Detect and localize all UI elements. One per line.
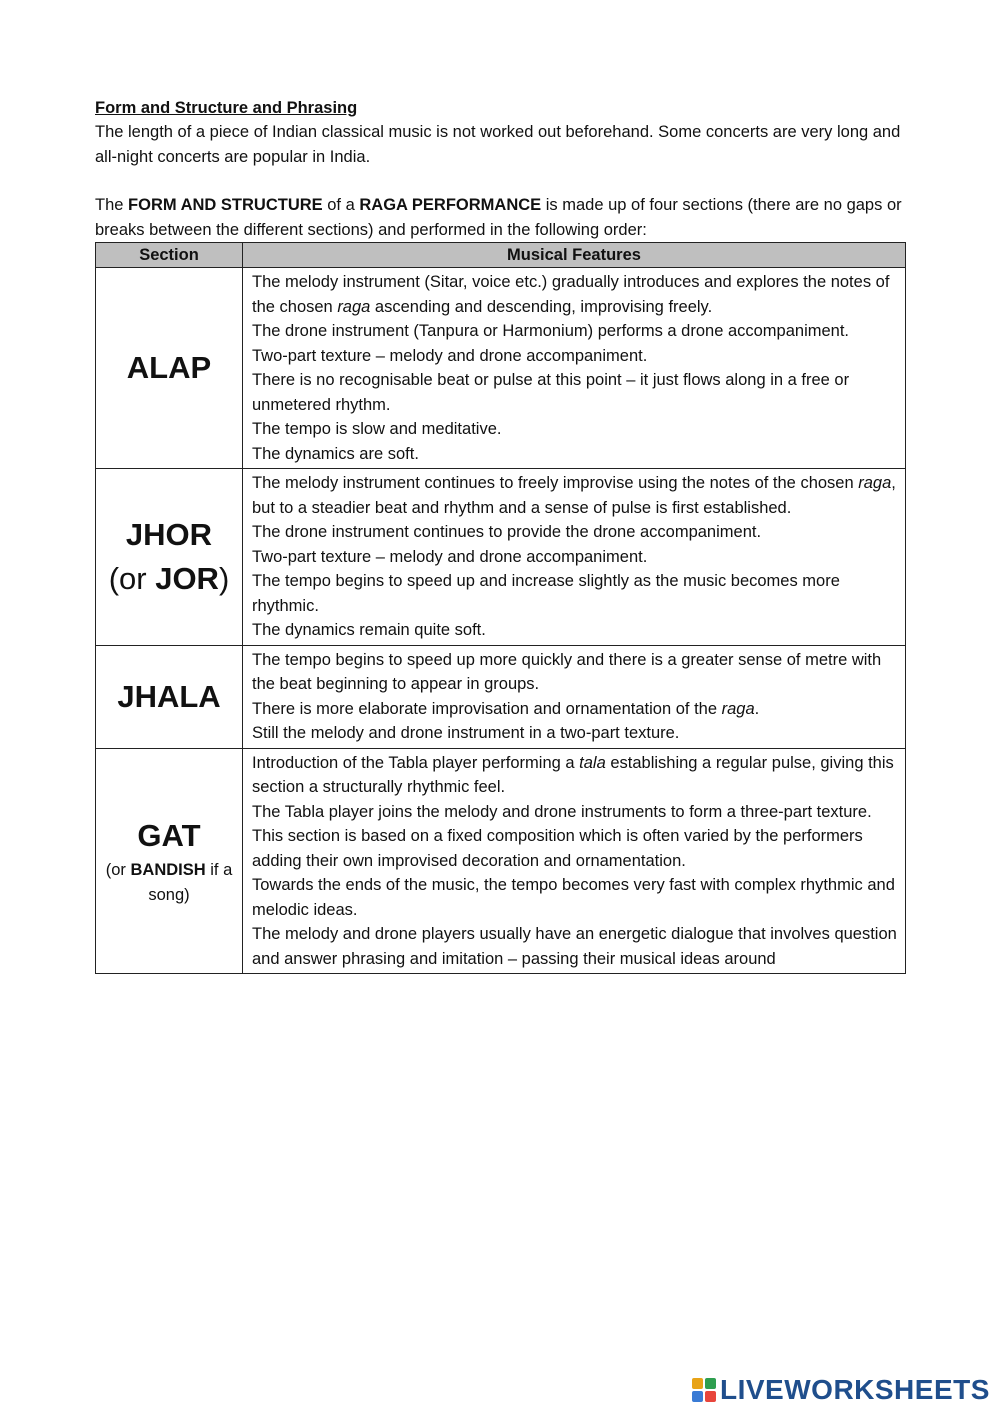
table-row-jhala (96, 645, 906, 748)
page-heading: Form and Structure and Phrasing (95, 99, 358, 117)
section-cell-jhala (96, 645, 243, 748)
table-row-alap (96, 268, 906, 469)
feature-line: The drone instrument (Tanpura or Harmonium) performs a drone accompaniment. (252, 322, 850, 340)
features-cell-alap (243, 268, 906, 469)
structure-bold-1: FORM AND STRUCTURE (128, 196, 323, 214)
feature-line: Two-part texture – melody and drone accompaniment. (252, 346, 648, 365)
feature-line: The tempo begins to speed up more quickly and there is a greater sense of metre with the beat beginning to appear in groups. (252, 650, 882, 693)
structure-text-1: The (95, 196, 129, 214)
feature-line: This section is based on a fixed composition which is often varied by the performers adding their own improvised decoration and ornamentation. (252, 827, 863, 870)
feature-line: Two-part texture – melody and drone accompaniment. (252, 547, 648, 566)
feature-line: Towards the ends of the music, the tempo becomes very fast with complex rhythmic and melodic ideas. (252, 876, 895, 919)
section-cell-jhor (96, 469, 243, 646)
logo-mark-icon (692, 1378, 716, 1402)
logo-block-icon (692, 1391, 703, 1402)
intro-paragraph: The length of a piece of Indian classical music is not worked out beforehand. Some concerts are very long and all-night concerts are popular in India. (95, 123, 901, 166)
logo-text: LIVEWORKSHEETS (720, 1374, 990, 1405)
section-alt-name-bandish: (or BANDISH if a song) (105, 861, 233, 904)
header-section: Section (96, 243, 243, 268)
feature-line: The melody and drone players usually have an energetic dialogue that involves question and answer phrasing and imitation – passing their musical ideas around (252, 925, 897, 968)
logo-block-icon (692, 1378, 703, 1389)
features-cell-jhor (243, 469, 906, 646)
feature-line: The melody instrument continues to freely improvise using the notes of the chosen raga, but to a steadier beat and rhythm and a sense of pulse is first established. (252, 474, 896, 517)
section-title-jhor: JHOR (125, 516, 213, 552)
section-title-alap: ALAP (126, 350, 212, 385)
feature-line: Still the melody and drone instrument in a two-part texture. (252, 724, 680, 742)
logo-block-icon (705, 1391, 716, 1402)
features-cell-jhala (243, 645, 906, 748)
table-row-gat (96, 748, 906, 974)
section-title-jhala: JHALA (117, 678, 221, 714)
section-cell-alap (96, 268, 243, 469)
feature-line: The tempo is slow and meditative. (252, 420, 502, 438)
section-title-gat: GAT (137, 818, 201, 854)
structure-paragraph (95, 193, 905, 242)
feature-line: The tempo begins to speed up and increase slightly as the music becomes more rhythmic. (252, 572, 840, 615)
raga-structure-table (95, 242, 906, 974)
structure-text-3: is made up of four sections (there are no gaps or breaks between the different sections) and performed in the following order: (95, 196, 902, 239)
feature-line: The melody instrument (Sitar, voice etc.) gradually introduces and explores the notes of the chosen raga ascending and descending, improvising freely. (252, 273, 890, 316)
section-alt-name-jor: (or JOR) (108, 560, 230, 596)
structure-text-2: of a (322, 196, 360, 214)
features-cell-gat (243, 748, 906, 974)
table-row-jhor (96, 469, 906, 646)
structure-bold-2: RAGA PERFORMANCE (359, 196, 542, 214)
feature-line: There is no recognisable beat or pulse at this point – it just flows along in a free or unmetered rhythm. (252, 371, 850, 414)
feature-line: Introduction of the Tabla player performing a tala establishing a regular pulse, giving this section a structurally rhythmic feel. (252, 753, 894, 796)
feature-line: The drone instrument continues to provide the drone accompaniment. (252, 523, 762, 541)
worksheet-page (95, 96, 905, 974)
section-cell-gat (96, 748, 243, 974)
logo-block-icon (705, 1378, 716, 1389)
table-header-row (96, 243, 906, 268)
header-musical-features: Musical Features (243, 243, 906, 268)
liveworksheets-logo (692, 1374, 990, 1406)
feature-line: There is more elaborate improvisation and ornamentation of the raga. (252, 699, 760, 718)
feature-line: The Tabla player joins the melody and drone instruments to form a three-part texture. (252, 802, 872, 821)
feature-line: The dynamics remain quite soft. (252, 621, 486, 639)
feature-line: The dynamics are soft. (252, 444, 419, 463)
